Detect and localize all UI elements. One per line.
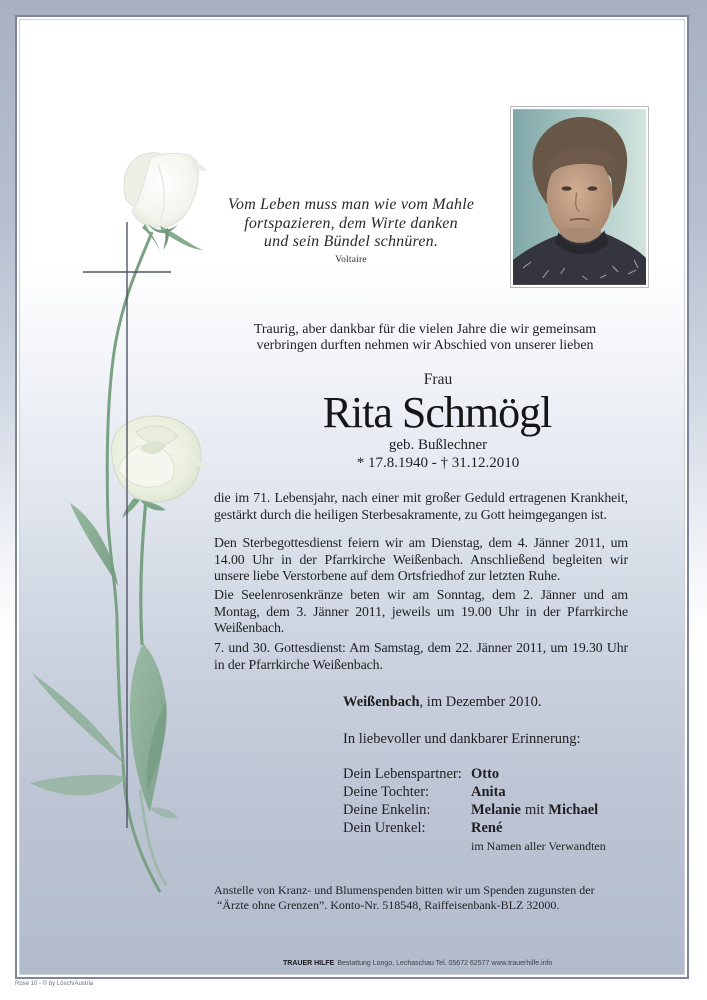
leaf-lower-left	[30, 775, 127, 796]
quote-line: Vom Leben muss man wie vom Mahle	[227, 196, 475, 213]
paragraph-line: unsere liebe Verstorbene auf dem Ortsfriedhof zur letzten Ruhe.	[214, 568, 561, 583]
paragraph-line: Den Sterbegottesdienst feiern wir am Dienstag, dem 4. Jänner 2011, um	[214, 535, 628, 550]
on-behalf-text: im Namen aller Verwandten	[471, 839, 606, 853]
quote-line: fortspazieren, dem Wirte danken	[244, 214, 458, 232]
paragraph-line: in der Pfarrkirche Weißenbach.	[214, 656, 383, 672]
place-date	[343, 694, 542, 710]
footer	[283, 959, 552, 969]
second-stem	[141, 500, 146, 645]
paragraph-line: 14.00 Uhr in der Pfarrkirche Weißenbach. Anschließend begleiten wir	[214, 551, 628, 567]
mourner-relation: Deine Enkelin:	[343, 802, 431, 818]
donation-line: “Ärzte ohne Grenzen”. Konto-Nr. 518548, Raiffeisenbank-BLZ 32000.	[217, 898, 560, 912]
rose-lower-bloom	[112, 416, 206, 518]
paragraph-line: 7. und 30. Gottesdienst: Am Samstag, dem 22. Jänner 2011, um 19.30 Uhr	[214, 640, 628, 655]
mourner-relation: Deine Tochter:	[343, 784, 430, 800]
date-text: , im Dezember 2010.	[419, 694, 542, 710]
mourner-name	[471, 766, 499, 782]
paragraph-funeral-service	[214, 535, 628, 585]
mourner-name	[471, 802, 598, 818]
paragraph-line: Montag, dem 3. Jänner 2011, jeweils um 19.00 Uhr in der Pfarrkirche	[214, 603, 628, 619]
portrait-frame	[510, 106, 649, 288]
paragraph-line: Weißenbach.	[214, 620, 285, 635]
mourner-name-text: Otto	[471, 766, 500, 782]
paragraph-line: die im 71. Lebensjahr, nach einer mit großer Geduld ertragenen Krankheit,	[214, 490, 628, 505]
paragraph-rosary	[214, 587, 628, 637]
donation-note	[214, 883, 595, 913]
lower-stem	[140, 790, 166, 885]
life-dates: * 17.8.1940 - † 31.12.2010	[356, 455, 520, 471]
paragraph-passing	[214, 490, 628, 523]
intro-line: Traurig, aber dankbar für die vielen Jahre die wir gemeinsam	[253, 322, 597, 337]
image-credit: Rose 10 - © by Lösch/Austria	[15, 981, 94, 987]
mourner-name-text: Anita	[471, 784, 506, 800]
leaf-small-right	[150, 807, 178, 818]
mourner-relation: Dein Lebenspartner:	[343, 766, 462, 782]
mourner-connector: mit	[524, 802, 545, 818]
remembrance-text: In liebevoller und dankbarer Erinnerung:	[343, 731, 581, 747]
deceased-name: Rita Schmögl	[322, 388, 552, 437]
footer-brand: TRAUER HILFE	[283, 960, 335, 967]
donation-line: Anstelle von Kranz- und Blumenspenden bitten wir um Spenden zugunsten der	[214, 883, 595, 897]
intro-text	[220, 322, 630, 354]
quote-block	[226, 196, 476, 267]
paragraph-line: Die Seelenrosenkränze beten wir am Sonntag, dem 2. Jänner und am	[214, 587, 628, 602]
salutation: Frau	[423, 371, 453, 388]
paragraph-line: gestärkt durch die heiligen Sterbesakramente, zu Gott heimgegangen ist.	[214, 506, 607, 522]
birth-name: geb. Bußlechner	[388, 437, 488, 453]
mourner-name	[471, 820, 502, 836]
quote-author: Voltaire	[335, 254, 367, 265]
mourner-name-text: Melanie	[471, 802, 521, 818]
mourner-relation: Dein Urenkel:	[343, 820, 426, 836]
paragraph-memorial-masses	[214, 640, 628, 673]
rose-top-bud	[124, 153, 207, 251]
quote-line: und sein Bündel schnüren.	[263, 233, 439, 250]
mourner-name	[471, 784, 506, 800]
intro-line: verbringen durften nehmen wir Abschied von unserer lieben	[256, 338, 594, 353]
place: Weißenbach	[343, 694, 420, 710]
leaf-long-left	[32, 673, 124, 764]
mourner-name-text: René	[471, 820, 503, 836]
mourner-name-text: Michael	[548, 802, 599, 818]
footer-contact: Bestattung Longo, Lechaschau Tel. 05672 62577 www.trauerhilfe.info	[337, 960, 553, 967]
portrait-photo	[513, 109, 646, 285]
